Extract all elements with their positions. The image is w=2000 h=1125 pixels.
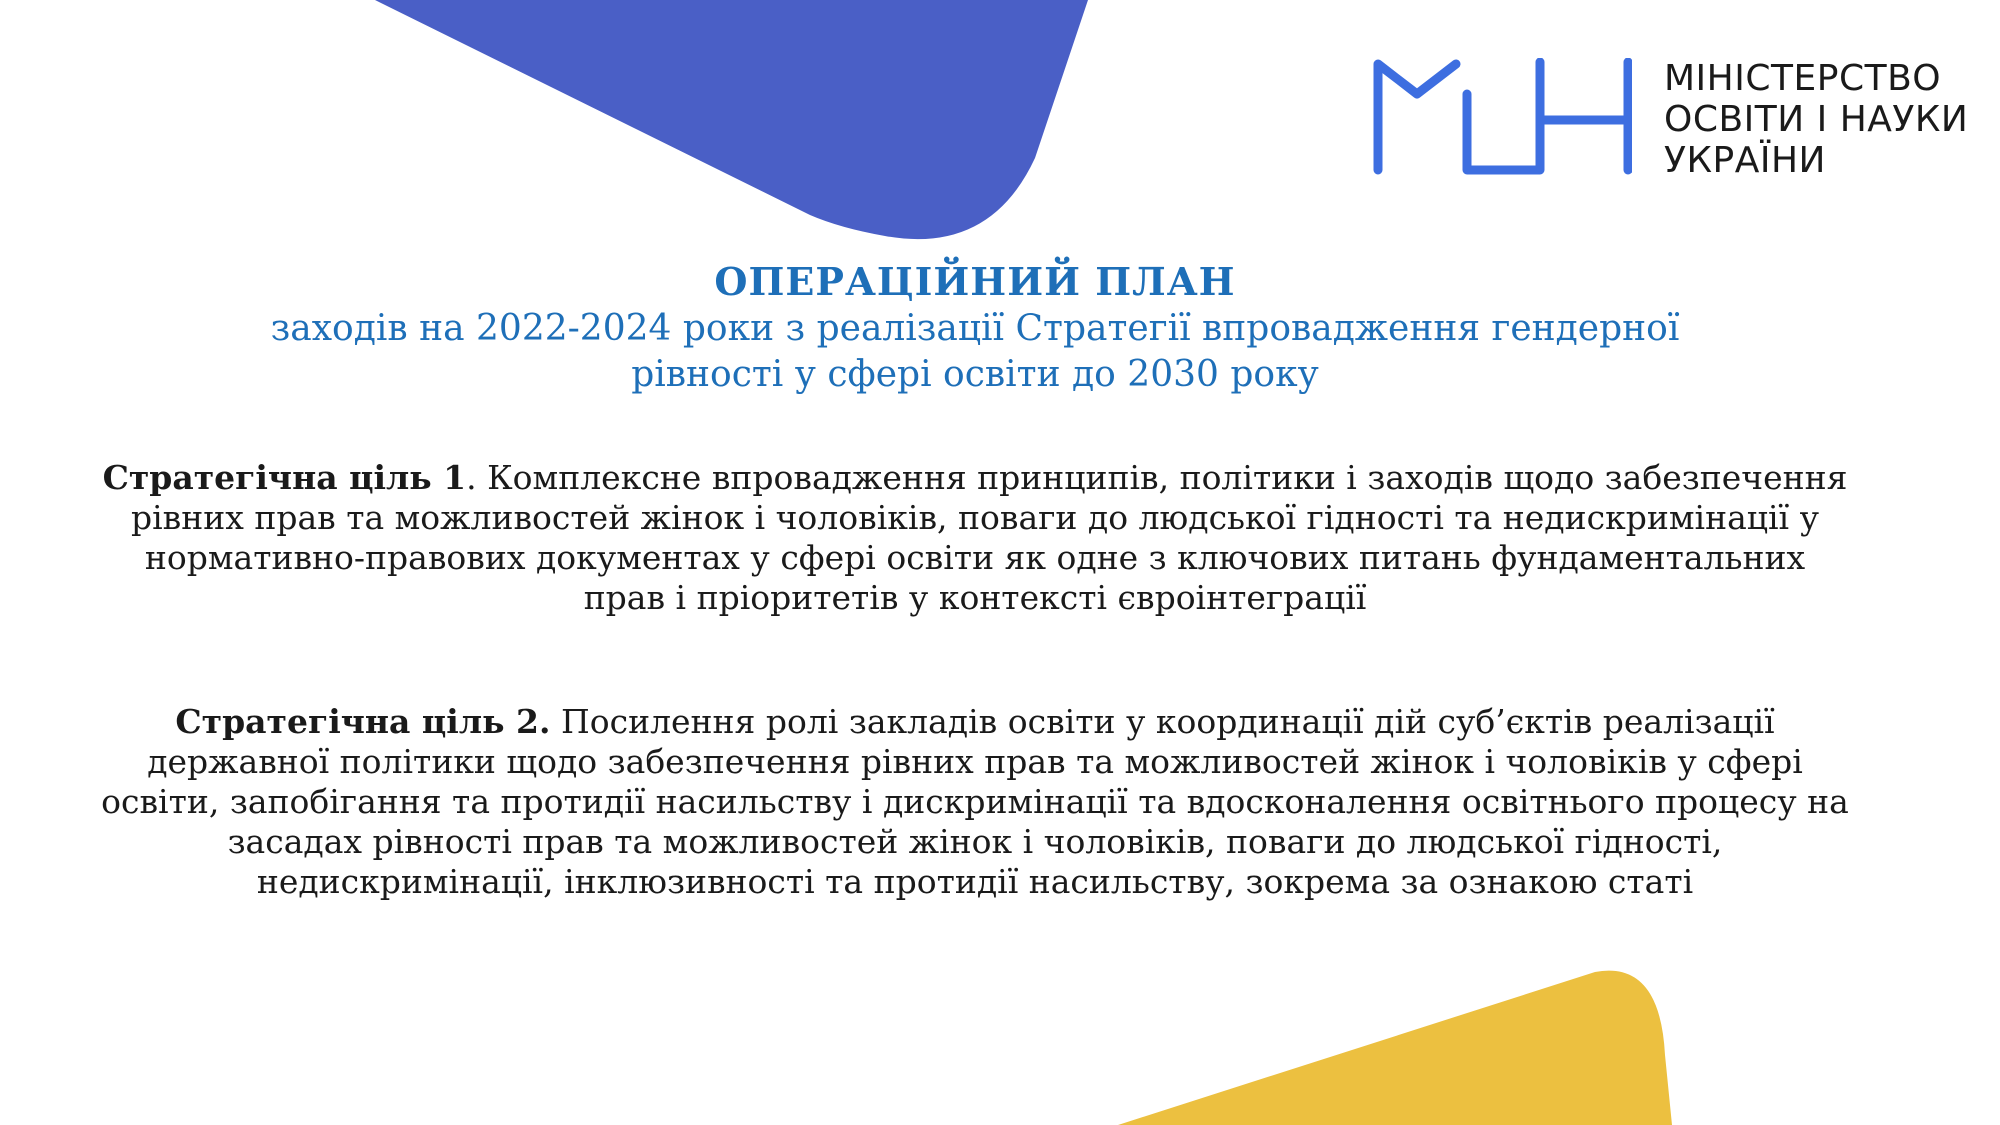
strategic-goal-1	[100, 458, 1850, 618]
ministry-name	[1664, 58, 1968, 181]
ministry-name-line-2: ОСВІТИ І НАУКИ	[1664, 99, 1969, 140]
page-title	[100, 258, 1850, 398]
strategic-goal-2-label: Стратегічна ціль 2.	[175, 702, 551, 741]
title-main: ОПЕРАЦІЙНИЙ ПЛАН	[714, 259, 1236, 304]
strategic-goal-1-label: Стратегічна ціль 1	[102, 458, 467, 497]
ministry-logo	[1372, 58, 1972, 181]
mon-logo-icon	[1372, 58, 1632, 178]
strategic-goal-2-text: Посилення ролі закладів освіти у координації дій суб’єктів реалізації державної політики щодо забезпечення рівних прав та можливостей жінок і чоловіків у сфері освіти, запобігання та протидії насильству і дискримінації та вдосконалення освітнього процесу на засадах рівності прав та можливостей жінок і чоловіків, поваги до людської гідності, недискримінації, інклюзивності та протидії насильству, зокрема за ознакою статі	[101, 702, 1849, 901]
blue-shape	[375, 0, 1088, 239]
ministry-name-line-1: МІНІСТЕРСТВО	[1664, 58, 1942, 99]
title-subtitle-line-1: заходів на 2022-2024 роки з реалізації Стратегії впровадження гендерної	[270, 308, 1680, 349]
strategic-goal-1-text: . Комплексне впровадження принципів, політики і заходів щодо забезпечення рівних прав та можливостей жінок і чоловіків, поваги до людської гідності та недискримінації у нормативно-правових документах у сфері освіти як одне з ключових питань фундаментальних прав і пріоритетів у контексті євроінтеграції	[131, 458, 1848, 617]
ministry-name-line-3: УКРАЇНИ	[1664, 140, 1826, 181]
strategic-goal-2	[100, 702, 1850, 902]
yellow-shape	[1118, 971, 1672, 1125]
title-subtitle-line-2: рівності у сфері освіти до 2030 року	[631, 354, 1319, 395]
